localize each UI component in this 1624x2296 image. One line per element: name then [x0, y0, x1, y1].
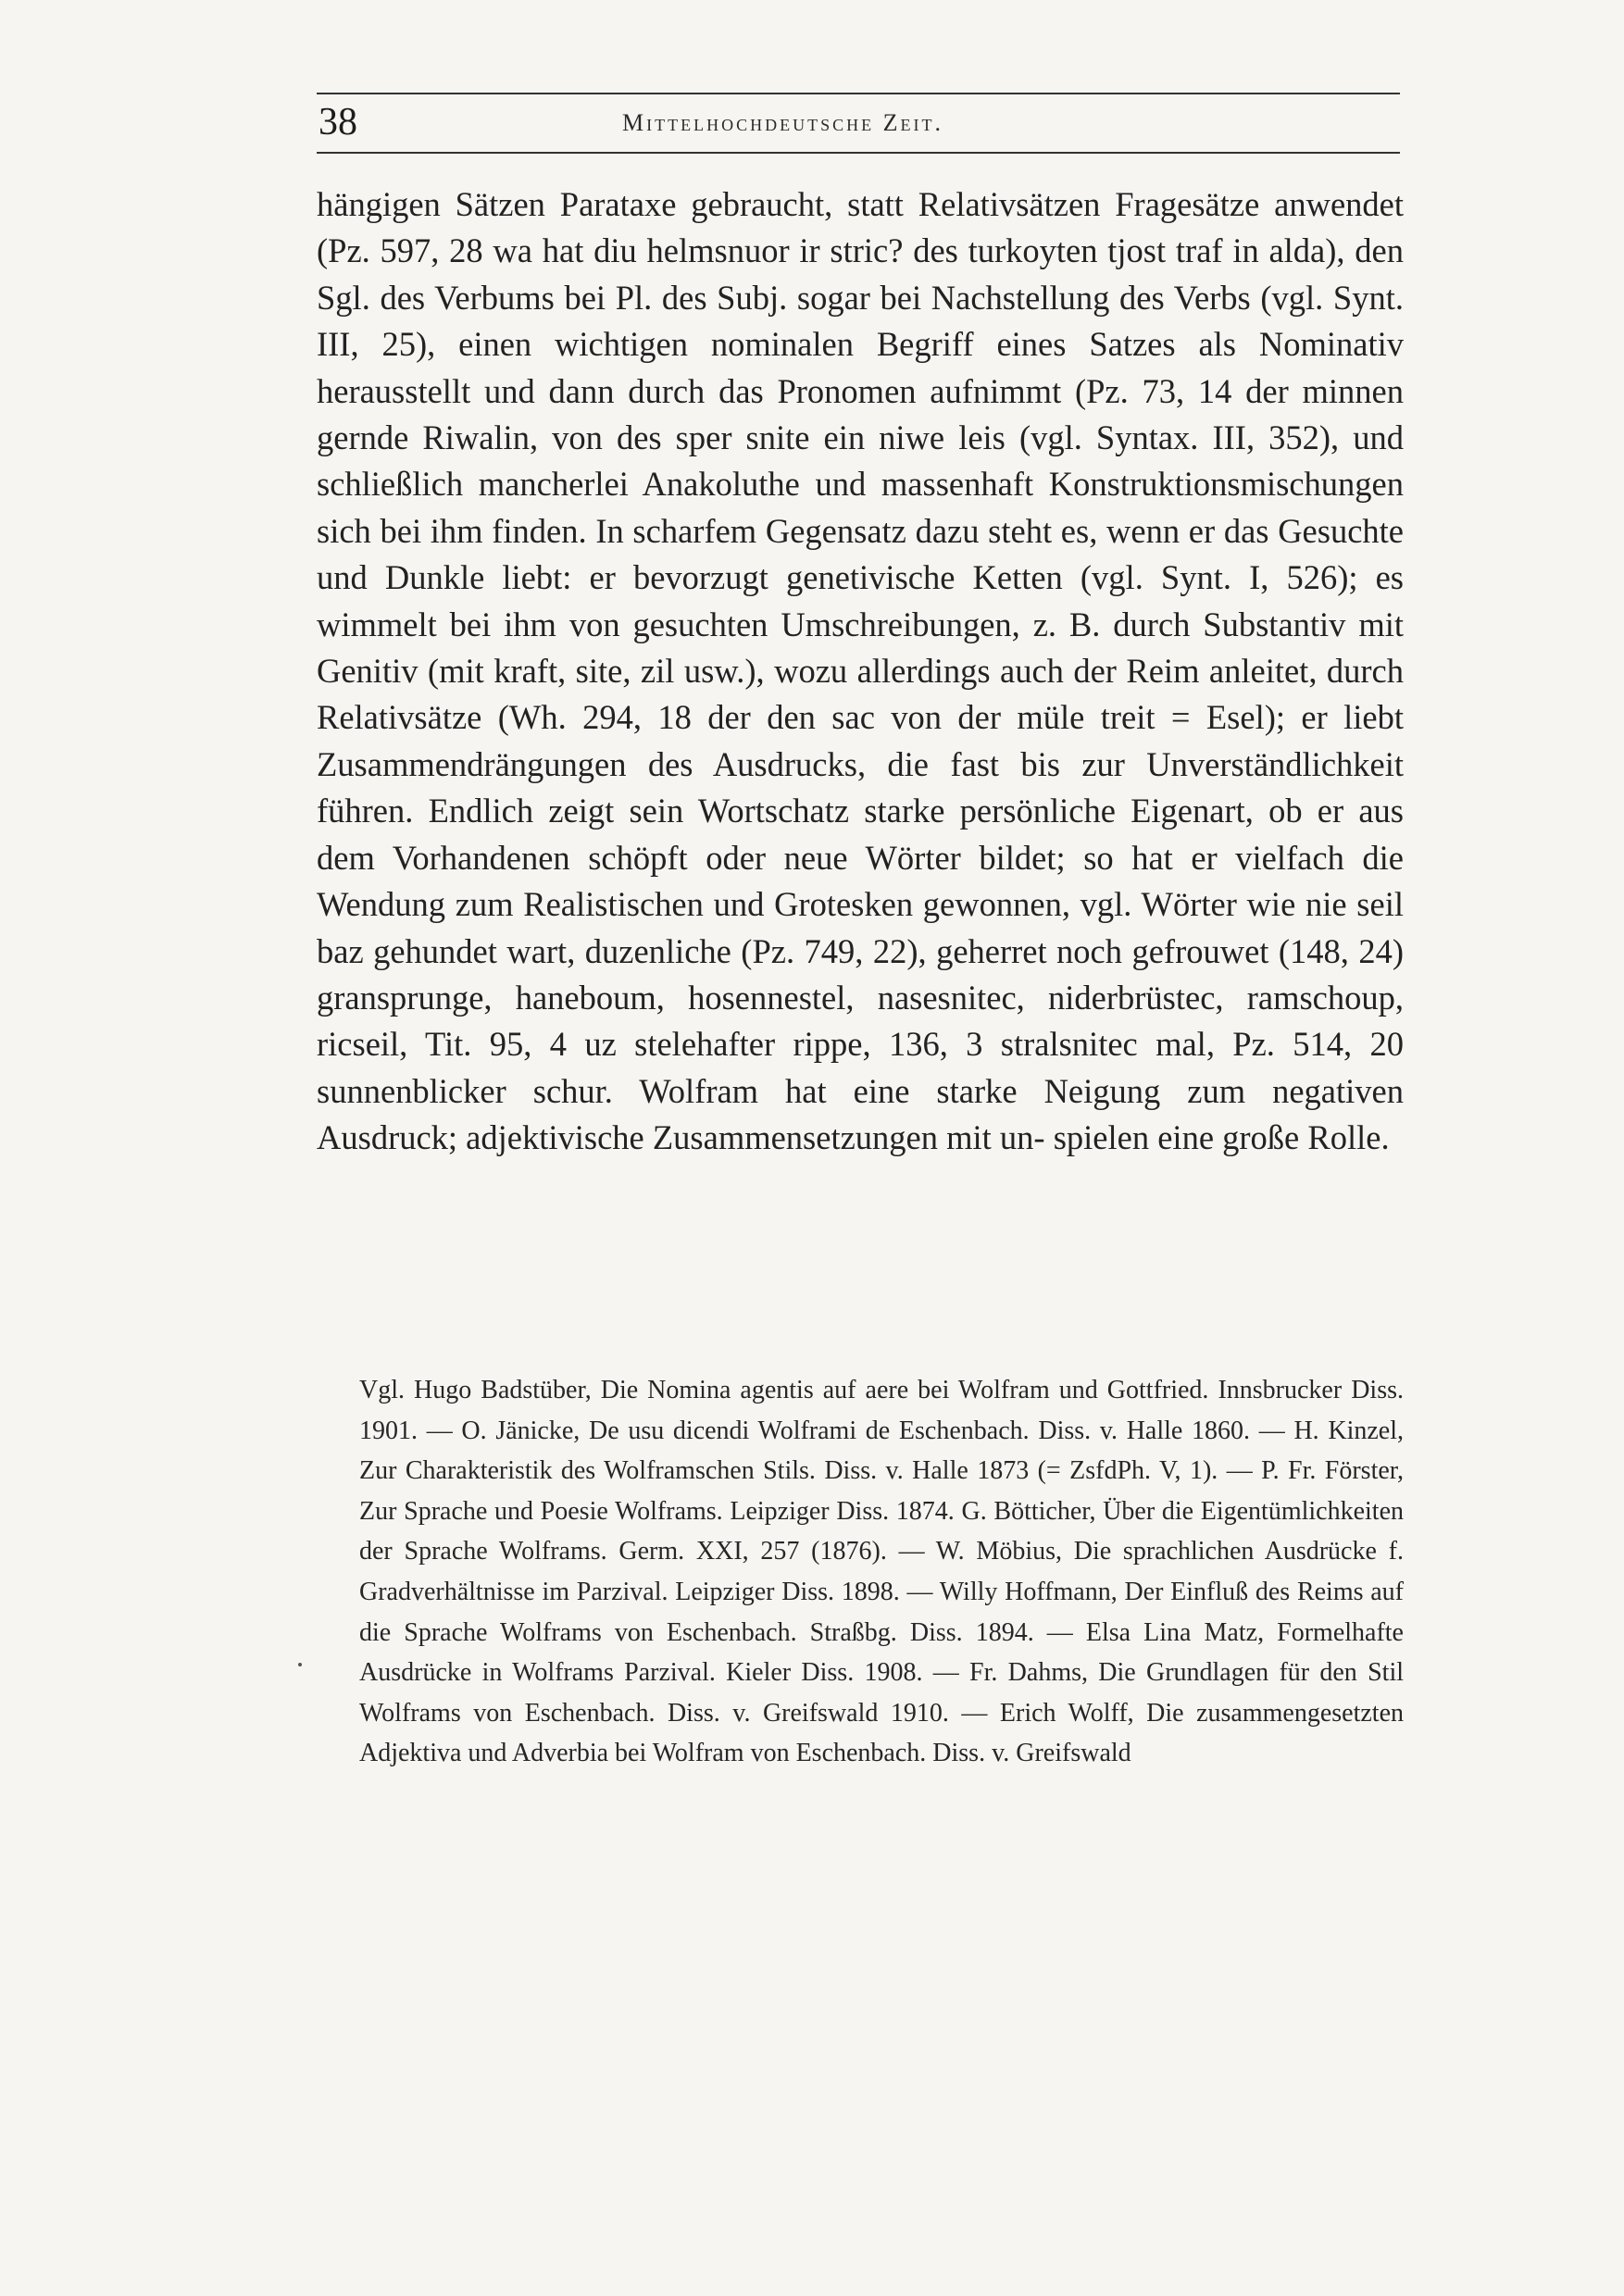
bibliography-note: Vgl. Hugo Badstüber, Die Nomina agentis auf aere bei Wolfram und Gottfried. Innsbrucker Diss. 1901. — O. Jänicke, De usu dicendi Wolframi de Eschenbach. Diss. v. Halle 1860. — H. Kinzel, Zur Charakteristik des Wolframschen Stils. Diss. v. Halle 1873 (= ZsfdPh. V, 1). — P. Fr. Förster, Zur Sprache und Poesie Wolframs. Leipziger Diss. 1874. G. Bötticher, Über die Eigentümlichkeiten der Sprache Wolframs. Germ. XXI, 257 (1876). — W. Möbius, Die sprachlichen Ausdrücke f. Gradverhältnisse im Parzival. Leipziger Diss. 1898. — Willy Hoffmann, Der Einfluß des Reims auf die Sprache Wolframs von Eschenbach. Straßbg. Diss. 1894. — Elsa Lina Matz, Formelhafte Ausdrücke in Wolframs Parzival. Kieler Diss. 1908. — Fr. Dahms, Die Grundlagen für den Stil Wolframs von Eschenbach. Diss. v. Greifswald 1910. — Erich Wolff, Die zusammengesetzten Adjektiva und Adverbia bei Wolfram von Eschenbach. Diss. v. Greifswald	[359, 1376, 1404, 1768]
header-top-rule	[317, 93, 1400, 94]
page-number: 38	[319, 101, 357, 144]
header-bottom-rule	[317, 152, 1400, 154]
running-title: Mittelhochdeutsche Zeit.	[622, 109, 943, 136]
ink-speck	[298, 1663, 302, 1666]
main-paragraph: hängigen Sätzen Parataxe gebraucht, statt Relativsätzen Fragesätze anwendet (Pz. 597, 28 wa hat diu helmsnuor ir stric? des turkoyten tjost traf in alda), den Sgl. des Verbums bei Pl. des Subj. sogar bei Nachstellung des Verbs (vgl. Synt. III, 25), einen wichtigen nominalen Begriff eines Satzes als Nominativ herausstellt und dann durch das Pronomen aufnimmt (Pz. 73, 14 der minnen gernde Riwalin, von des sper snite ein niwe leis (vgl. Syntax. III, 352), und schließlich mancherlei Anakoluthe und massenhaft Konstruktionsmischungen sich bei ihm finden. In scharfem Gegensatz dazu steht es, wenn er das Gesuchte und Dunkle liebt: er bevorzugt genetivische Ketten (vgl. Synt. I, 526); es wimmelt bei ihm von gesuchten Umschreibungen, z. B. durch Substantiv mit Genitiv (mit kraft, site, zil usw.), wozu allerdings auch der Reim anleitet, durch Relativsätze (Wh. 294, 18 der den sac von der müle treit = Esel); er liebt Zusammendrängungen des Ausdrucks, die fast bis zur Unverständlichkeit führen. Endlich zeigt sein Wortschatz starke persönliche Eigenart, ob er aus dem Vorhandenen schöpft oder neue Wörter bildet; so hat er vielfach die Wendung zum Realistischen und Grotesken gewonnen, vgl. Wörter wie nie seil baz gehundet wart, duzenliche (Pz. 749, 22), geherret noch gefrouwet (148, 24) gransprunge, haneboum, hosennestel, nasesnitec, niderbrüstec, ramschoup, ricseil, Tit. 95, 4 uz stelehafter rippe, 136, 3 stralsnitec mal, Pz. 514, 20 sunnenblicker schur. Wolfram hat eine starke Neigung zum negativen Ausdruck; adjektivische Zusammensetzungen mit un- spielen eine große Rolle.	[317, 185, 1404, 1157]
